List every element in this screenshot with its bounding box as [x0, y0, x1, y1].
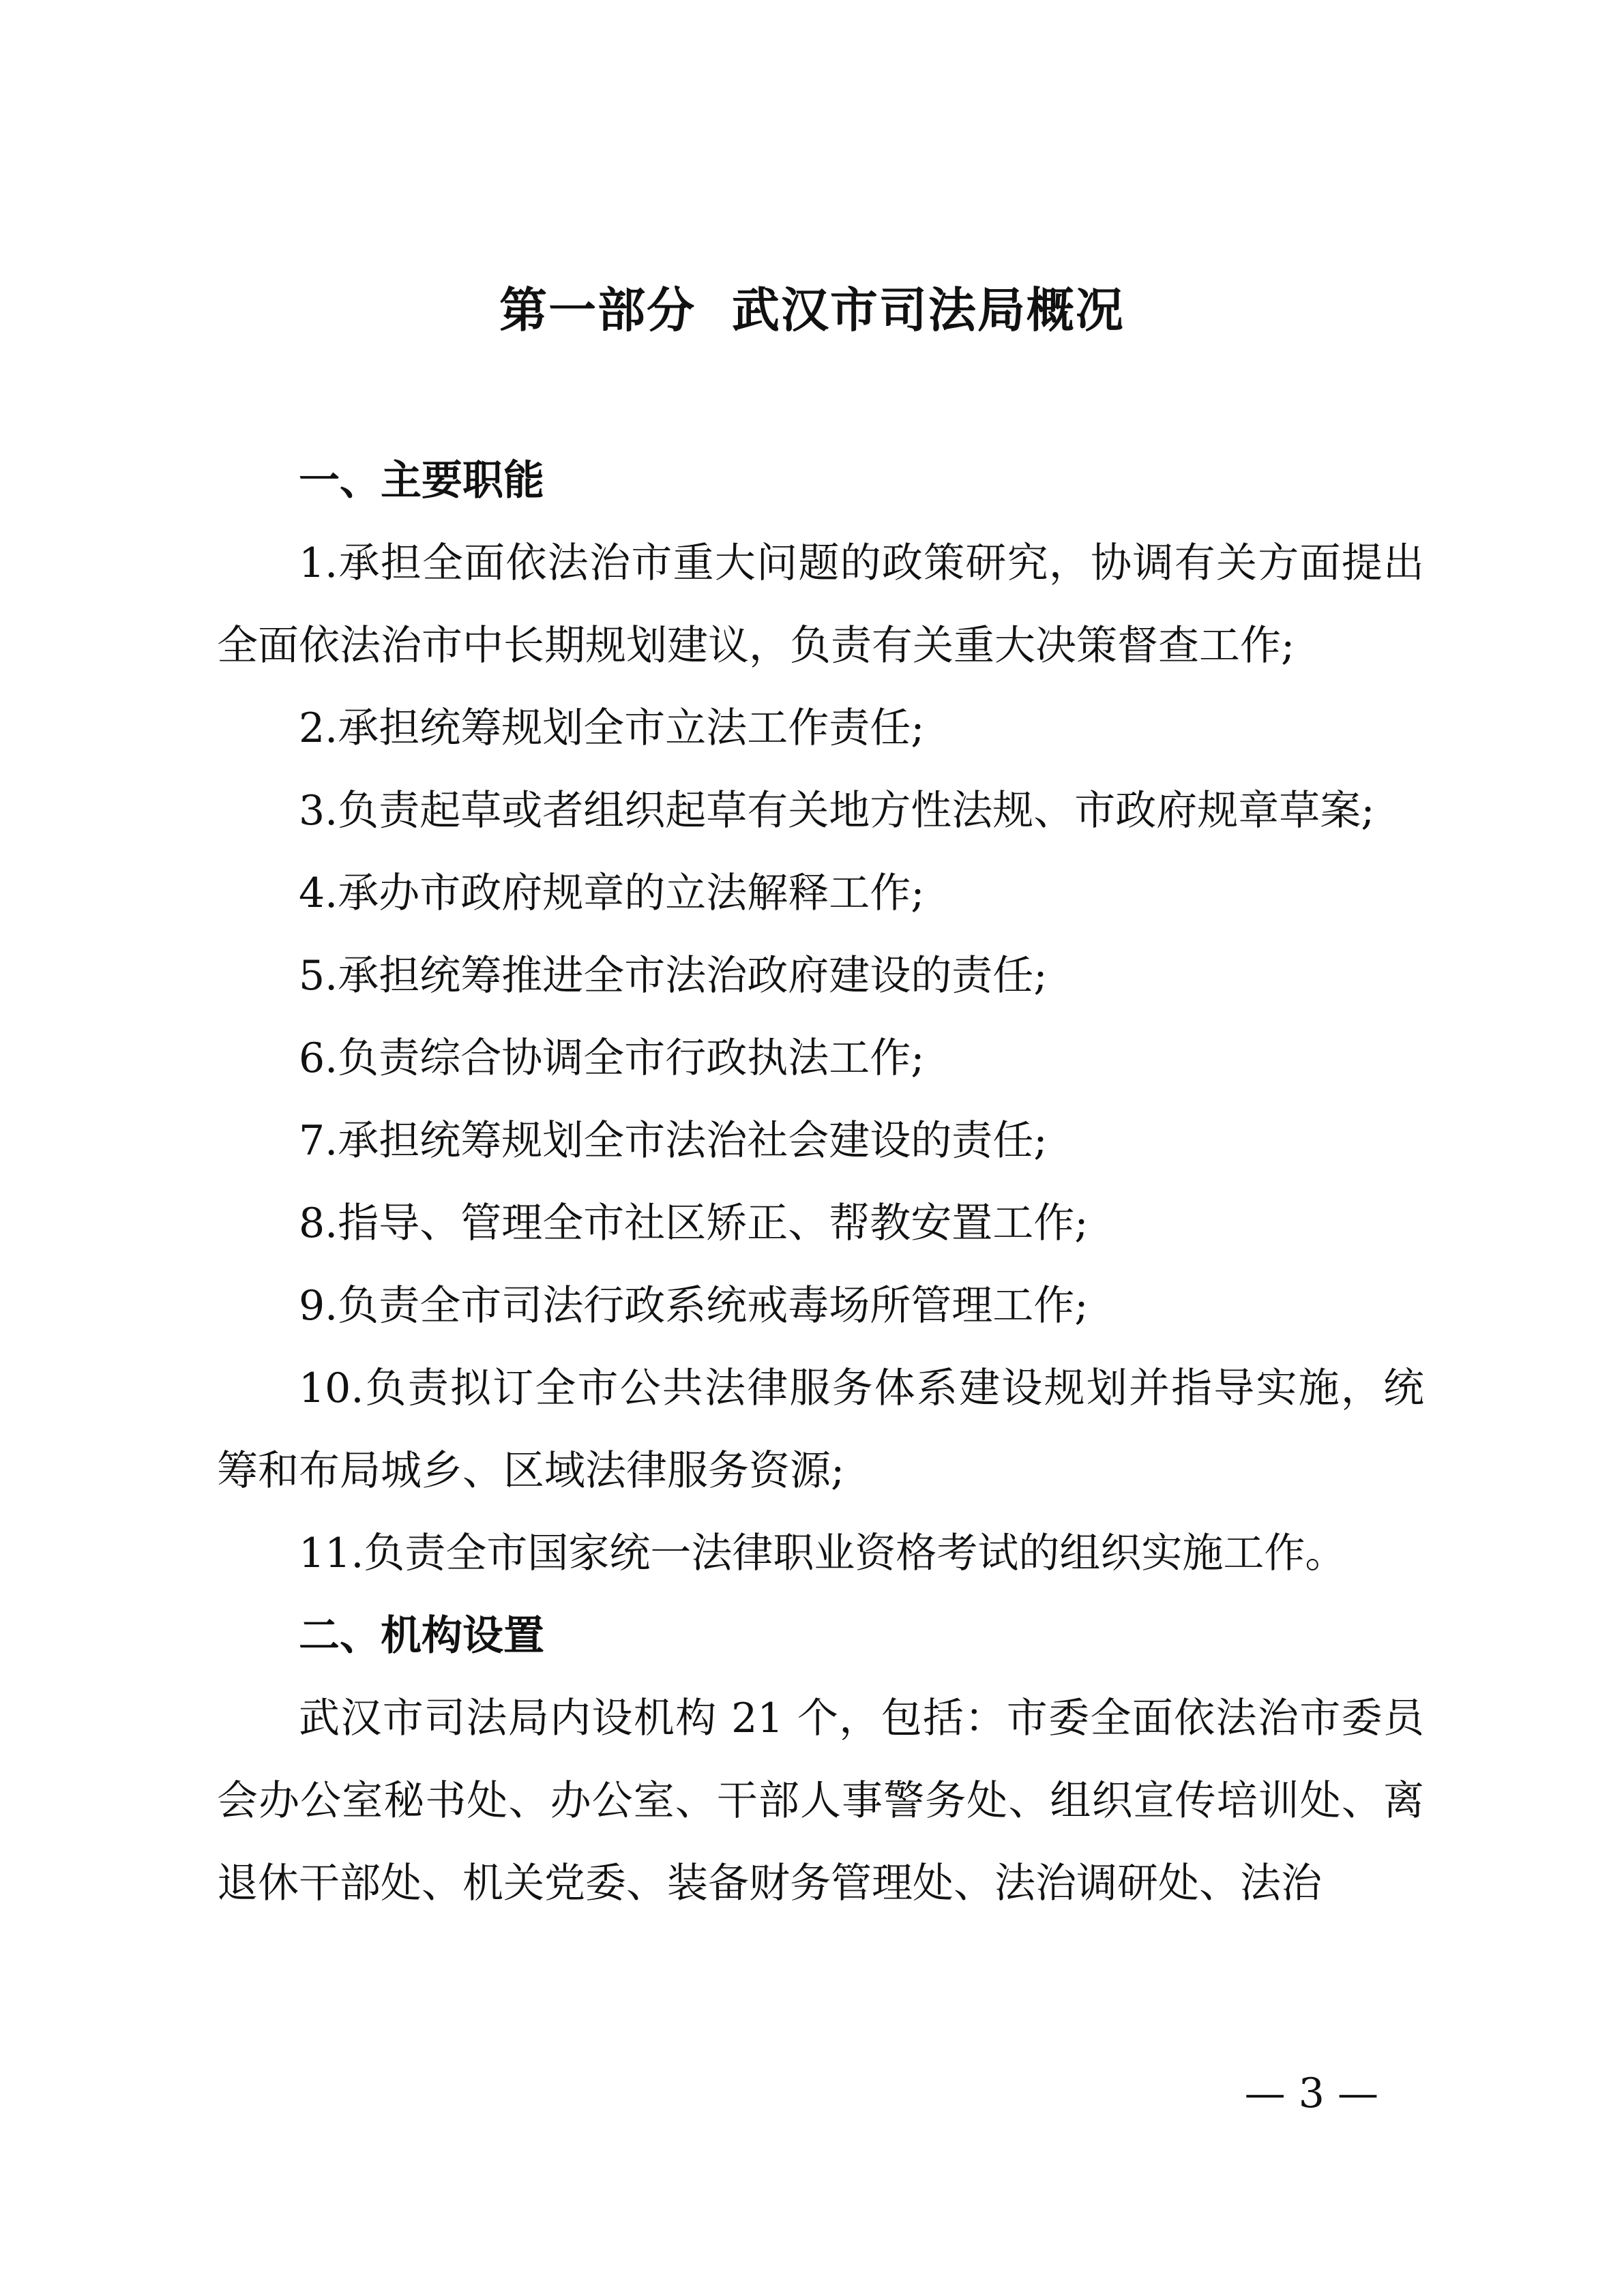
section-heading-organization: 二、机构设置 [299, 1612, 544, 1660]
function-item-9: 9.负责全市司法行政系统戒毒场所管理工作; [299, 1282, 1089, 1330]
function-item-8: 8.指导、管理全市社区矫正、帮教安置工作; [299, 1199, 1089, 1247]
document-body [217, 440, 1424, 1925]
function-item-5: 5.承担统筹推进全市法治政府建设的责任; [299, 952, 1048, 1000]
function-item-11: 11.负责全市国家统一法律职业资格考试的组织实施工作。 [299, 1530, 1346, 1577]
function-item-6: 6.负责综合协调全市行政执法工作; [299, 1034, 925, 1082]
organization-paragraph: 武汉市司法局内设机构 21 个，包括：市委全面依法治市委员会办公室秘书处、办公室、干部人事警务处、组织宣传培训处、离退休干部处、机关党委、装备财务管理处、法治调研处、法治 [217, 1695, 1424, 1907]
page-number: — 3 — [1244, 2070, 1378, 2117]
section-heading-main-functions: 一、主要职能 [299, 457, 544, 505]
function-item-2: 2.承担统筹规划全市立法工作责任; [299, 704, 925, 752]
document-title: 第一部分 武汉市司法局概况 [499, 282, 1125, 338]
function-item-3: 3.负责起草或者组织起草有关地方性法规、市政府规章草案; [299, 787, 1375, 835]
function-item-10: 10.负责拟订全市公共法律服务体系建设规划并指导实施，统筹和布局城乡、区域法律服务资源; [217, 1365, 1424, 1495]
function-item-1: 1.承担全面依法治市重大问题的政策研究，协调有关方面提出全面依法治市中长期规划建议，负责有关重大决策督查工作; [217, 539, 1424, 670]
function-item-4: 4.承办市政府规章的立法解释工作; [299, 869, 925, 917]
function-item-7: 7.承担统筹规划全市法治社会建设的责任; [299, 1117, 1048, 1165]
